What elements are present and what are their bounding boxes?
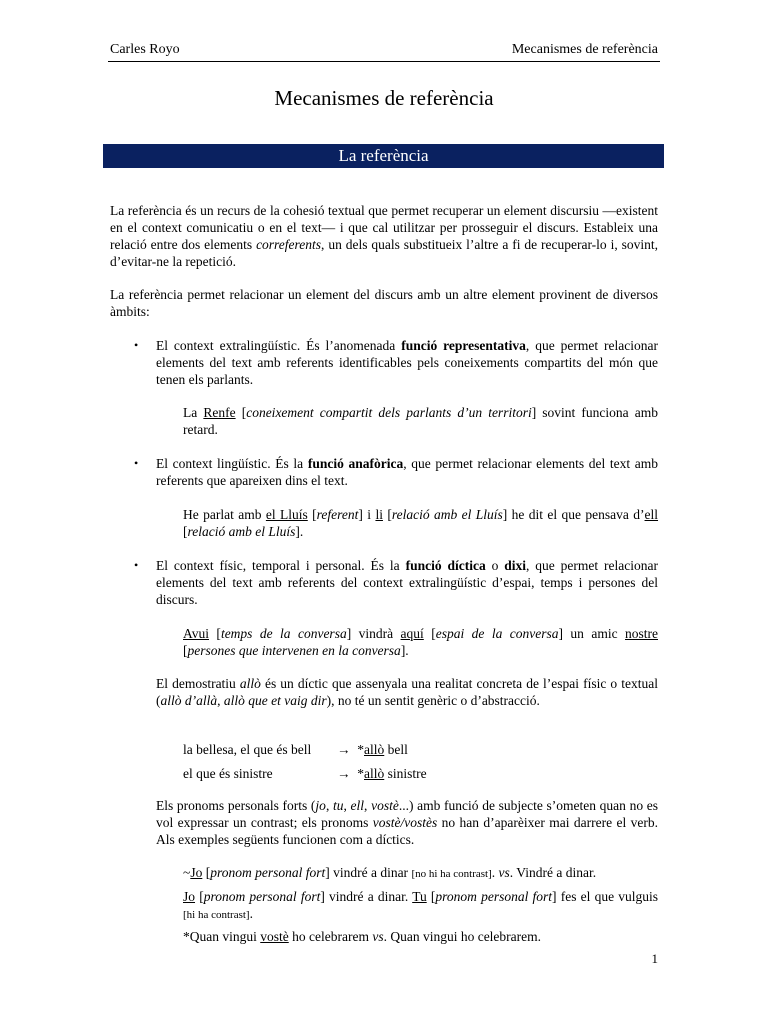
pair-left: la bellesa, el que és bell — [183, 742, 312, 757]
example-avui: Avui [temps de la conversa] vindrà aquí [espai de la conversa] un amic nostre [persones que intervenen en la conversa]. — [183, 626, 659, 658]
pair-right: → *allò bell — [337, 742, 408, 757]
section-heading: La referència — [103, 144, 664, 168]
bullet-marker: • — [134, 338, 139, 352]
pair-left: el que és sinistre — [183, 766, 273, 781]
example-renfe: La Renfe [coneixement compartit dels parlants d’un territori] sovint funciona amb retard. — [183, 405, 658, 437]
bullet-deictic: El context físic, temporal i personal. És la funció díctica o dixi, que permet relacionar elements del text amb referents del context extralingüístic d’espai, temps i persones del discurs. — [156, 558, 659, 607]
header-rule — [108, 61, 660, 62]
pair-row — [183, 741, 311, 758]
bullet-marker: • — [134, 456, 139, 470]
pair-row — [183, 765, 273, 782]
page-number: 1 — [651, 951, 658, 966]
bullet-marker: • — [134, 558, 139, 572]
scope-paragraph: La referència permet relacionar un element del discurs amb un altre element provinent de diversos àmbits: — [110, 287, 658, 319]
document-title: Mecanismes de referència — [274, 86, 494, 110]
header-author: Carles Royo — [110, 42, 180, 57]
example-jo-tu-contrast: Jo [pronom personal fort] vindré a dinar. Tu [pronom personal fort] fes el que vulguis [hi ha contrast]. — [183, 889, 659, 921]
example-lluis: He parlat amb el Lluís [referent] i li [relació amb el Lluís] he dit el que pensava d’ell [relació amb el Lluís]. — [183, 507, 659, 539]
allo-paragraph: El demostratiu allò és un díctic que assenyala una realitat concreta de l’espai físic o textual (allò d’allà, allò que et vaig dir), no té un sentit genèric o d’abstracció. — [156, 676, 658, 708]
intro-paragraph: La referència és un recurs de la cohesió textual que permet recuperar un element discursiu —existent en el context comunicatiu o en el text— i que cal utilitzar per prosseguir el discurs. Estableix una relació entre dos elements correferents, un dels quals substitueix l’altre a fi de recuperar-lo i, sovint, d’evitar-ne la repetició. — [110, 203, 658, 269]
bullet-extralinguistic: El context extralingüístic. És l’anomenada funció representativa, que permet relacionar elements del text amb referents identificables pels coneixements compartits del món que tenen els parlants. — [156, 338, 658, 387]
pronouns-paragraph: Els pronoms personals forts (jo, tu, ell, vostè...) amb funció de subjecte s’ometen quan no es vol expressar un contrast; els pronoms vostè/vostès no han d’aparèixer mai darrere el verb. Als exemples següents funcionen com a díctics. — [156, 798, 659, 847]
header-title: Mecanismes de referència — [511, 42, 658, 57]
bullet-linguistic: El context lingüístic. És la funció anafòrica, que permet relacionar elements del text amb referents que apareixen dins el text. — [156, 456, 658, 488]
example-voste: *Quan vingui vostè ho celebrarem vs. Quan vingui ho celebrarem. — [183, 929, 542, 944]
arrow-icon: → — [337, 766, 351, 781]
example-jo-no-contrast: ~Jo [pronom personal fort] vindré a dinar [no hi ha contrast]. vs. Vindré a dinar. — [183, 865, 597, 880]
arrow-icon: → — [337, 742, 351, 757]
pair-right: → *allò sinistre — [337, 766, 427, 781]
